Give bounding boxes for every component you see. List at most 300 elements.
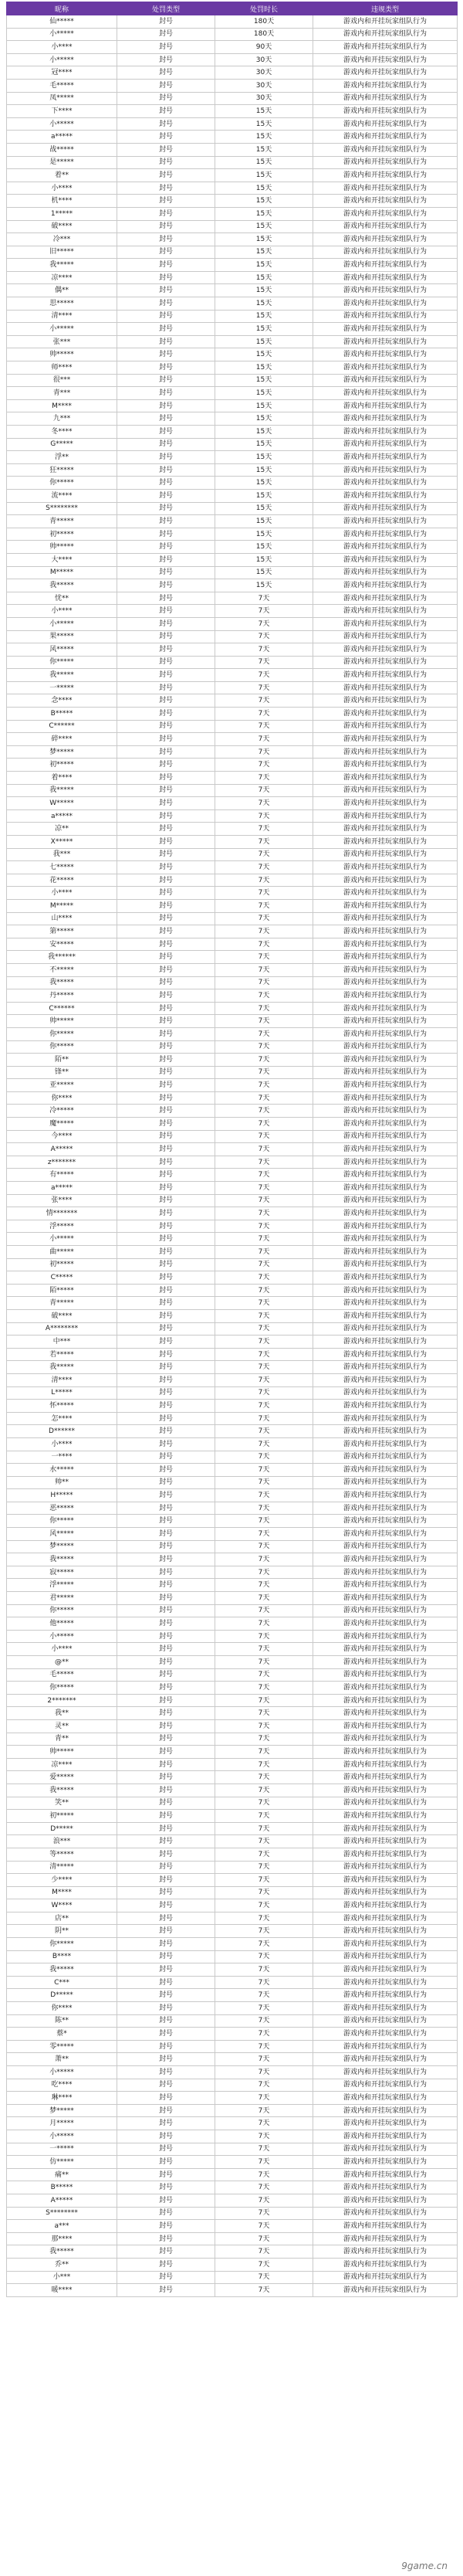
cell-penalty-type: 封号 [117,399,215,412]
cell-penalty-duration: 7天 [215,1540,313,1553]
cell-violation-type: 游戏内和开挂玩家组队行为 [313,1719,458,1733]
cell-nickname: 吃**** [7,2079,117,2092]
table-row [7,66,458,80]
cell-nickname: 你***** [7,1604,117,1617]
cell-penalty-duration: 7天 [215,809,313,823]
cell-nickname: 我***** [7,259,117,272]
cell-violation-type: 游戏内和开挂玩家组队行为 [313,323,458,336]
table-row [7,1989,458,2002]
cell-penalty-duration: 30天 [215,79,313,92]
cell-violation-type: 游戏内和开挂玩家组队行为 [313,387,458,400]
cell-penalty-type: 封号 [117,2220,215,2233]
table-row [7,836,458,849]
cell-penalty-type: 封号 [117,874,215,887]
cell-penalty-type: 封号 [117,1258,215,1271]
cell-nickname: 丹***** [7,989,117,1003]
cell-penalty-type: 封号 [117,1950,215,1963]
table-row [7,451,458,464]
cell-penalty-type: 封号 [117,1400,215,1413]
table-row [7,553,458,566]
cell-nickname: 魔***** [7,1118,117,1131]
cell-penalty-duration: 7天 [215,2181,313,2194]
cell-nickname: 念**** [7,694,117,708]
cell-nickname: 情******* [7,1207,117,1220]
table-row [7,1733,458,1746]
cell-nickname: 曲***** [7,1246,117,1259]
cell-nickname: 有***** [7,1169,117,1182]
cell-penalty-duration: 7天 [215,772,313,785]
cell-nickname: 我***** [7,1963,117,1977]
cell-violation-type: 游戏内和开挂玩家组队行为 [313,2053,458,2066]
table-row [7,335,458,348]
cell-violation-type: 游戏内和开挂玩家组队行为 [313,1297,458,1310]
cell-penalty-duration: 15天 [215,387,313,400]
cell-nickname: 帅***** [7,1746,117,1759]
table-row [7,2104,458,2117]
cell-penalty-duration: 15天 [215,477,313,490]
cell-violation-type: 游戏内和开挂玩家组队行为 [313,1169,458,1182]
cell-nickname: 你***** [7,477,117,490]
cell-nickname: 清**** [7,310,117,323]
cell-nickname: 等***** [7,1848,117,1861]
table-row [7,1797,458,1810]
cell-nickname: D***** [7,1989,117,2002]
cell-penalty-type: 封号 [117,1925,215,1938]
cell-violation-type: 游戏内和开挂玩家组队行为 [313,1258,458,1271]
cell-violation-type: 游戏内和开挂玩家组队行为 [313,643,458,657]
table-row [7,809,458,823]
cell-penalty-type: 封号 [117,541,215,554]
cell-penalty-duration: 7天 [215,1233,313,1246]
cell-violation-type: 游戏内和开挂玩家组队行为 [313,745,458,759]
cell-penalty-type: 封号 [117,426,215,439]
cell-penalty-type: 封号 [117,502,215,515]
cell-penalty-duration: 7天 [215,925,313,938]
cell-nickname: 很*** [7,374,117,387]
cell-nickname: a*** [7,2220,117,2233]
cell-nickname: 亚***** [7,1079,117,1092]
cell-nickname: A***** [7,2194,117,2207]
cell-penalty-duration: 7天 [215,1861,313,1874]
cell-violation-type: 游戏内和开挂玩家组队行为 [313,976,458,989]
cell-nickname: 着**** [7,772,117,785]
cell-penalty-duration: 15天 [215,502,313,515]
cell-penalty-duration: 15天 [215,463,313,477]
cell-nickname: 小***** [7,323,117,336]
cell-violation-type: 游戏内和开挂玩家组队行为 [313,528,458,541]
cell-nickname: 怎**** [7,1412,117,1425]
cell-violation-type: 游戏内和开挂玩家组队行为 [313,463,458,477]
cell-nickname: 旧***** [7,246,117,259]
cell-nickname: 小***** [7,1233,117,1246]
cell-nickname: 店** [7,1912,117,1925]
cell-penalty-type: 封号 [117,1002,215,1015]
table-row [7,874,458,887]
cell-nickname: 小***** [7,1630,117,1643]
cell-penalty-duration: 7天 [215,963,313,976]
cell-violation-type: 游戏内和开挂玩家组队行为 [313,2028,458,2041]
cell-penalty-type: 封号 [117,1797,215,1810]
table-row [7,2092,458,2105]
cell-penalty-type: 封号 [117,1054,215,1067]
cell-penalty-type: 封号 [117,169,215,182]
cell-violation-type: 游戏内和开挂玩家组队行为 [313,79,458,92]
cell-violation-type: 游戏内和开挂玩家组队行为 [313,874,458,887]
table-row [7,1835,458,1848]
cell-nickname: 是***** [7,156,117,169]
cell-penalty-duration: 7天 [215,1566,313,1579]
cell-penalty-duration: 7天 [215,1925,313,1938]
cell-violation-type: 游戏内和开挂玩家组队行为 [313,310,458,323]
cell-nickname: C*** [7,1976,117,1989]
cell-violation-type: 游戏内和开挂玩家组队行为 [313,1054,458,1067]
cell-violation-type: 游戏内和开挂玩家组队行为 [313,1797,458,1810]
cell-penalty-duration: 7天 [215,1822,313,1835]
cell-penalty-duration: 7天 [215,2066,313,2079]
cell-penalty-type: 封号 [117,156,215,169]
cell-violation-type: 游戏内和开挂玩家组队行为 [313,1515,458,1528]
cell-penalty-duration: 7天 [215,1040,313,1054]
cell-nickname: 清**** [7,1373,117,1386]
cell-nickname: 冷***** [7,1105,117,1118]
cell-penalty-duration: 7天 [215,720,313,733]
table-row [7,1169,458,1182]
table-row [7,1412,458,1425]
table-row [7,284,458,297]
cell-penalty-type: 封号 [117,1989,215,2002]
cell-penalty-duration: 7天 [215,1746,313,1759]
cell-violation-type: 游戏内和开挂玩家组队行为 [313,2002,458,2015]
cell-violation-type: 游戏内和开挂玩家组队行为 [313,2092,458,2105]
table-row [7,463,458,477]
cell-nickname: 浮***** [7,1220,117,1233]
table-row [7,156,458,169]
cell-penalty-type: 封号 [117,1976,215,1989]
table-row [7,963,458,976]
cell-penalty-duration: 15天 [215,169,313,182]
table-row [7,1105,458,1118]
cell-nickname: 笑** [7,1797,117,1810]
cell-nickname: 灵** [7,1719,117,1733]
cell-nickname: 小*** [7,2271,117,2284]
cell-violation-type: 游戏内和开挂玩家组队行为 [313,1027,458,1040]
cell-penalty-type: 封号 [117,1515,215,1528]
cell-penalty-type: 封号 [117,1617,215,1631]
table-row [7,2143,458,2156]
cell-penalty-duration: 7天 [215,1784,313,1797]
cell-violation-type: 游戏内和开挂玩家组队行为 [313,1848,458,1861]
cell-violation-type: 游戏内和开挂玩家组队行为 [313,2156,458,2169]
cell-violation-type: 游戏内和开挂玩家组队行为 [313,515,458,528]
cell-violation-type: 游戏内和开挂玩家组队行为 [313,887,458,900]
cell-penalty-type: 封号 [117,1066,215,1079]
cell-violation-type: 游戏内和开挂玩家组队行为 [313,2181,458,2194]
cell-penalty-type: 封号 [117,2028,215,2041]
cell-nickname: 凉**** [7,1758,117,1771]
table-row [7,1156,458,1169]
cell-nickname: 青*** [7,387,117,400]
table-row [7,271,458,284]
cell-nickname: 小***** [7,2066,117,2079]
cell-penalty-duration: 15天 [215,195,313,208]
table-row [7,1617,458,1631]
cell-penalty-type: 封号 [117,912,215,925]
cell-penalty-duration: 7天 [215,1515,313,1528]
table-row [7,579,458,592]
cell-nickname: 大**** [7,553,117,566]
cell-nickname: 你***** [7,1682,117,1695]
cell-nickname: 梦***** [7,745,117,759]
cell-nickname: W**** [7,1899,117,1912]
cell-violation-type: 游戏内和开挂玩家组队行为 [313,1963,458,1977]
cell-penalty-type: 封号 [117,1630,215,1643]
table-row [7,1502,458,1515]
cell-penalty-duration: 15天 [215,207,313,220]
cell-violation-type: 游戏内和开挂玩家组队行为 [313,1874,458,1887]
cell-violation-type: 游戏内和开挂玩家组队行为 [313,2258,458,2271]
cell-penalty-type: 封号 [117,2245,215,2259]
cell-penalty-duration: 15天 [215,426,313,439]
cell-nickname: 小***** [7,117,117,131]
table-row [7,1373,458,1386]
cell-nickname: 我***** [7,976,117,989]
cell-nickname: M***** [7,899,117,912]
cell-penalty-duration: 15天 [215,399,313,412]
table-row [7,681,458,694]
cell-violation-type: 游戏内和开挂玩家组队行为 [313,1464,458,1477]
cell-violation-type: 游戏内和开挂玩家组队行为 [313,2040,458,2053]
cell-nickname: 陌** [7,1054,117,1067]
table-row [7,1130,458,1143]
table-row [7,1848,458,1861]
cell-nickname: 仿***** [7,2156,117,2169]
cell-penalty-duration: 15天 [215,323,313,336]
cell-nickname: A***** [7,1143,117,1156]
ban-list-container [6,2,457,2297]
table-row [7,195,458,208]
table-row [7,1386,458,1400]
cell-violation-type: 游戏内和开挂玩家组队行为 [313,925,458,938]
cell-violation-type: 游戏内和开挂玩家组队行为 [313,2168,458,2181]
cell-violation-type: 游戏内和开挂玩家组队行为 [313,2232,458,2245]
cell-penalty-duration: 7天 [215,1643,313,1656]
cell-penalty-type: 封号 [117,117,215,131]
cell-penalty-type: 封号 [117,1489,215,1502]
table-row [7,1297,458,1310]
cell-penalty-type: 封号 [117,1938,215,1951]
cell-nickname: 小***** [7,617,117,630]
table-row [7,1258,458,1271]
cell-penalty-type: 封号 [117,412,215,426]
cell-penalty-type: 封号 [117,2079,215,2092]
cell-penalty-duration: 7天 [215,1668,313,1682]
cell-penalty-duration: 15天 [215,438,313,451]
cell-nickname: 张*** [7,335,117,348]
cell-violation-type: 游戏内和开挂玩家组队行为 [313,143,458,156]
cell-violation-type: 游戏内和开挂玩家组队行为 [313,1336,458,1349]
cell-violation-type: 游戏内和开挂玩家组队行为 [313,1437,458,1451]
cell-penalty-duration: 15天 [215,528,313,541]
cell-penalty-duration: 7天 [215,1579,313,1592]
table-row [7,182,458,195]
cell-nickname: B***** [7,2181,117,2194]
cell-penalty-duration: 15天 [215,348,313,361]
cell-penalty-type: 封号 [117,335,215,348]
table-row [7,745,458,759]
cell-nickname: 1***** [7,207,117,220]
cell-nickname: 我***** [7,1361,117,1374]
cell-penalty-duration: 7天 [215,1835,313,1848]
cell-violation-type: 游戏内和开挂玩家组队行为 [313,1886,458,1899]
table-row [7,1668,458,1682]
cell-penalty-duration: 15天 [215,451,313,464]
cell-penalty-duration: 180天 [215,15,313,29]
cell-penalty-type: 封号 [117,1156,215,1169]
cell-penalty-duration: 7天 [215,899,313,912]
table-row [7,246,458,259]
table-row [7,207,458,220]
cell-penalty-duration: 7天 [215,1169,313,1182]
cell-penalty-type: 封号 [117,1464,215,1477]
cell-penalty-duration: 15天 [215,105,313,118]
cell-penalty-duration: 7天 [215,1694,313,1707]
cell-nickname: 帅***** [7,348,117,361]
cell-penalty-type: 封号 [117,105,215,118]
table-row [7,1694,458,1707]
cell-penalty-type: 封号 [117,2066,215,2079]
cell-violation-type: 游戏内和开挂玩家组队行为 [313,1066,458,1079]
cell-violation-type: 游戏内和开挂玩家组队行为 [313,1207,458,1220]
cell-penalty-type: 封号 [117,1297,215,1310]
cell-penalty-duration: 15天 [215,220,313,233]
cell-violation-type: 游戏内和开挂玩家组队行为 [313,1989,458,2002]
cell-nickname: 零***** [7,2040,117,2053]
cell-nickname: 帅***** [7,541,117,554]
cell-penalty-type: 封号 [117,2207,215,2220]
table-row [7,1938,458,1951]
cell-violation-type: 游戏内和开挂玩家组队行为 [313,2271,458,2284]
cell-violation-type: 游戏内和开挂玩家组队行为 [313,708,458,721]
cell-nickname: 琳**** [7,2092,117,2105]
cell-nickname: 陌***** [7,1284,117,1297]
cell-penalty-duration: 7天 [215,1386,313,1400]
cell-penalty-duration: 180天 [215,28,313,41]
cell-penalty-duration: 7天 [215,823,313,836]
cell-nickname: 凉**** [7,271,117,284]
cell-penalty-duration: 7天 [215,669,313,682]
cell-penalty-duration: 7天 [215,1553,313,1566]
cell-nickname: 山**** [7,912,117,925]
table-row [7,2271,458,2284]
cell-nickname: 初***** [7,1810,117,1823]
cell-nickname: 浪*** [7,1835,117,1848]
cell-penalty-duration: 7天 [215,708,313,721]
cell-penalty-type: 封号 [117,1322,215,1336]
cell-violation-type: 游戏内和开挂玩家组队行为 [313,426,458,439]
cell-penalty-duration: 7天 [215,1066,313,1079]
cell-penalty-duration: 7天 [215,1246,313,1259]
cell-penalty-type: 封号 [117,528,215,541]
table-row [7,848,458,861]
cell-penalty-duration: 7天 [215,976,313,989]
cell-penalty-type: 封号 [117,1682,215,1695]
cell-nickname: W***** [7,797,117,810]
cell-penalty-type: 封号 [117,1553,215,1566]
cell-violation-type: 游戏内和开挂玩家组队行为 [313,733,458,746]
table-row [7,1758,458,1771]
cell-violation-type: 游戏内和开挂玩家组队行为 [313,271,458,284]
cell-penalty-duration: 7天 [215,1656,313,1669]
cell-penalty-duration: 7天 [215,848,313,861]
cell-penalty-type: 封号 [117,1451,215,1464]
table-row [7,220,458,233]
cell-violation-type: 游戏内和开挂玩家组队行为 [313,2194,458,2207]
cell-violation-type: 游戏内和开挂玩家组队行为 [313,1309,458,1322]
cell-violation-type: 游戏内和开挂玩家组队行为 [313,220,458,233]
cell-penalty-type: 封号 [117,1886,215,1899]
cell-penalty-duration: 7天 [215,733,313,746]
cell-penalty-type: 封号 [117,259,215,272]
cell-violation-type: 游戏内和开挂玩家组队行为 [313,1733,458,1746]
table-row [7,1950,458,1963]
cell-penalty-duration: 7天 [215,1027,313,1040]
cell-nickname: 狂***** [7,463,117,477]
cell-penalty-type: 封号 [117,1091,215,1105]
cell-violation-type: 游戏内和开挂玩家组队行为 [313,669,458,682]
cell-penalty-type: 封号 [117,1336,215,1349]
cell-penalty-duration: 7天 [215,656,313,669]
cell-nickname: 第***** [7,925,117,938]
cell-violation-type: 游戏内和开挂玩家组队行为 [313,1451,458,1464]
cell-nickname: D***** [7,1822,117,1835]
cell-nickname: 若***** [7,1348,117,1361]
table-row [7,2014,458,2028]
table-row [7,399,458,412]
table-row [7,1540,458,1553]
cell-violation-type: 游戏内和开挂玩家组队行为 [313,1373,458,1386]
cell-penalty-duration: 7天 [215,1130,313,1143]
table-row [7,2002,458,2015]
cell-penalty-duration: 7天 [215,1758,313,1771]
cell-penalty-type: 封号 [117,207,215,220]
cell-nickname: 帅** [7,1476,117,1489]
cell-violation-type: 游戏内和开挂玩家组队行为 [313,1194,458,1207]
cell-violation-type: 游戏内和开挂玩家组队行为 [313,1386,458,1400]
cell-penalty-duration: 15天 [215,412,313,426]
table-row [7,951,458,964]
table-row [7,1489,458,1502]
cell-penalty-type: 封号 [117,1912,215,1925]
cell-nickname: 安***** [7,938,117,951]
site-watermark: 9game.cn [401,2561,448,2571]
cell-penalty-duration: 7天 [215,1348,313,1361]
cell-penalty-duration: 7天 [215,797,313,810]
cell-penalty-duration: 7天 [215,1502,313,1515]
table-row [7,1015,458,1028]
table-row [7,105,458,118]
cell-penalty-duration: 7天 [215,887,313,900]
cell-nickname: 小***** [7,28,117,41]
cell-penalty-duration: 7天 [215,1182,313,1195]
cell-penalty-duration: 7天 [215,1207,313,1220]
cell-nickname: 那**** [7,2232,117,2245]
table-row [7,374,458,387]
cell-penalty-duration: 7天 [215,2104,313,2117]
cell-penalty-duration: 30天 [215,92,313,105]
cell-penalty-duration: 7天 [215,2028,313,2041]
cell-penalty-duration: 7天 [215,1682,313,1695]
cell-nickname: 思***** [7,297,117,311]
